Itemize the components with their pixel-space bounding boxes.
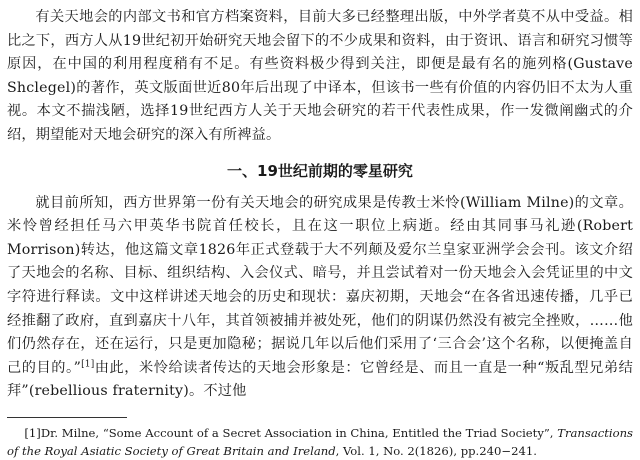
body-text-after-note: 由此，米怜给读者传达的天地会形象是：它曾经是、而且一直是一种“叛乱型兄弟结拜”(rebellious fraternity)。不过他 bbox=[7, 359, 634, 400]
section-heading: 一、19世纪前期的零星研究 bbox=[227, 161, 413, 180]
footnote-marker[interactable]: [1] bbox=[81, 358, 95, 369]
intro-paragraph: 有关天地会的内部文书和官方档案资料，目前大多已经整理出版，中外学者莫不从中受益。相比之下，西方人从19世纪初开始研究天地会留下的不少成果和资料，由于资讯、语言和研究习惯等原因，在中国的利用程度稍有不足。有些资料极少得到关注，即便是最有名的施列格(Gustave Shclegel)的著作，英文版面世近80年后出现了中译本，但该书一些有价值的内容仍旧不太为人重视。本文不揣浅陋，选择19世纪西方人关于天地会研究的若干代表性成果，作一发微阐幽式的介绍，期望能对天地会研究的深入有所裨益。 bbox=[7, 9, 633, 143]
body-text-before-note: 就目前所知，西方世界第一份有关天地会的研究成果是传教士米怜(William Milne)的文章。米怜曾经担任马六甲英华书院首任校长，且在这一职位上病逝。经由其同事马礼逊(Robert Morrison)转达，他这篇文章1826年正式登载于大不列颠及爱尔兰皇家亚洲学会会刊。该文介绍了天地会的名称、目标、组织结构、入会仪式、暗号，并且尝试着对一份天地会入会凭证里的中文字符进行释读。文中这样讲述天地会的历史和现状：嘉庆初期，天地会“在各省迅速传播，几乎已经推翻了政府，直到嘉庆十八年，其首领被捕并被处死，他们的阴谋仍然没有被完全挫败，……他们仍然存在，还在运行，只是更加隐秘；据说几年以后他们采用了‘三合会’这个名称，以便掩盖自己的目的。” bbox=[7, 194, 633, 376]
footnote-divider bbox=[7, 417, 127, 418]
footnote-suffix: , Vol. 1, No. 2(1826), pp.240−241. bbox=[335, 443, 537, 458]
footnote-prefix: [1]Dr. Milne, “Some Account of a Secret Association in China, Entitled the Triad Society”, bbox=[24, 425, 558, 440]
footnote bbox=[7, 424, 633, 460]
footnote-journal-title: Transactions of the Royal Asiatic Society of Great Britain and Ireland bbox=[7, 425, 633, 458]
body-paragraph bbox=[7, 192, 633, 404]
